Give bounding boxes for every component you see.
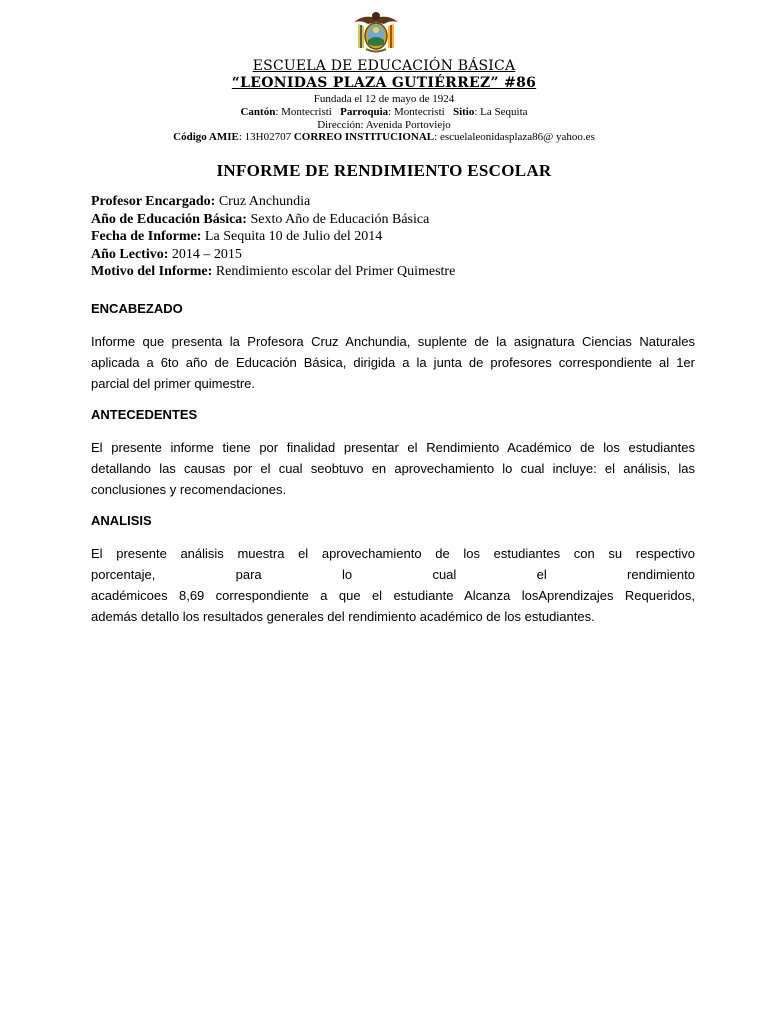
sitio-value: : La Sequita (474, 106, 528, 118)
paragraph-line: conclusiones y recomendaciones. (91, 482, 287, 497)
field-value: Rendimiento escolar del Primer Quimestre (212, 264, 456, 279)
field-value: La Sequita 10 de Julio del 2014 (201, 229, 383, 244)
section-paragraph-antecedentes (91, 437, 695, 500)
section-heading-encabezado: ENCABEZADO (91, 301, 183, 316)
field-reason (91, 263, 455, 281)
field-value: Cruz Anchundia (215, 194, 311, 209)
field-value: 2014 – 2015 (168, 246, 242, 262)
paragraph-line: detallando las causas por el cual seobtuvo en aprovechamiento lo cual incluye: el análisis, las (91, 461, 695, 476)
school-name: “LEONIDAS PLAZA GUTIÉRREZ” #86 (231, 75, 537, 91)
location-line (0, 106, 768, 119)
field-label: Año de Educación Básica: (91, 211, 247, 227)
section-paragraph-analisis (91, 543, 695, 627)
amie-label: Código AMIE (173, 131, 239, 143)
canton-value: : Montecristi (275, 106, 332, 118)
section-heading-antecedentes: ANTECEDENTES (91, 407, 198, 422)
sitio-label: Sitio (452, 106, 475, 118)
paragraph-line: porcentaje, para lo cual el rendimiento (91, 567, 695, 582)
address-line: Dirección: Avenida Portoviejo (317, 119, 451, 131)
field-label: Fecha de Informe: (91, 229, 202, 244)
field-label: Año Lectivo: (91, 246, 169, 262)
paragraph-line: además detallo los resultados generales del rendimiento académico de los estudiantes. (91, 609, 595, 624)
field-date (91, 228, 455, 246)
paragraph-line: académicoes 8,69 correspondiente a que el estudiante Alcanza losAprendizajes Requeridos, (91, 588, 695, 603)
paragraph-line: El presente informe tiene por finalidad presentar el Rendimiento Académico de los estudiantes (91, 440, 695, 455)
section-heading-analisis: ANALISIS (91, 513, 152, 528)
report-fields (91, 193, 455, 281)
amie-value: : 13H02707 (238, 131, 294, 143)
canton-label: Cantón (240, 106, 276, 118)
parroquia-value: : Montecristi (388, 106, 445, 118)
codes-line (0, 131, 768, 144)
ecuador-coat-of-arms-icon (350, 8, 402, 56)
paragraph-line: Informe que presenta la Profesora Cruz Anchundia, suplente de la asignatura Ciencias Naturales (91, 334, 695, 349)
founded-date: Fundada el 12 de mayo de 1924 (313, 93, 455, 105)
section-paragraph-encabezado (91, 331, 695, 394)
paragraph-line: El presente análisis muestra el aprovechamiento de los estudiantes con su respectivo (91, 546, 695, 561)
field-grade (91, 211, 455, 229)
field-school-year (91, 246, 455, 264)
field-label: Motivo del Informe: (91, 264, 213, 279)
field-value: Sexto Año de Educación Básica (246, 211, 430, 227)
paragraph-line: aplicada a 6to año de Educación Básica, dirigida a la junta de profesores correspondiente al 1er (91, 355, 695, 370)
parroquia-label: Parroquia (340, 106, 389, 118)
paragraph-line: parcial del primer quimestre. (91, 376, 256, 391)
email-label: CORREO INSTITUCIONAL (293, 131, 435, 143)
report-title: INFORME DE RENDIMIENTO ESCOLAR (216, 161, 552, 180)
field-teacher (91, 193, 455, 211)
email-value: : escuelaleonidasplaza86@ yahoo.es (434, 131, 595, 143)
school-type: ESCUELA DE EDUCACIÓN BÁSICA (252, 58, 516, 74)
field-label: Profesor Encargado: (91, 194, 216, 209)
